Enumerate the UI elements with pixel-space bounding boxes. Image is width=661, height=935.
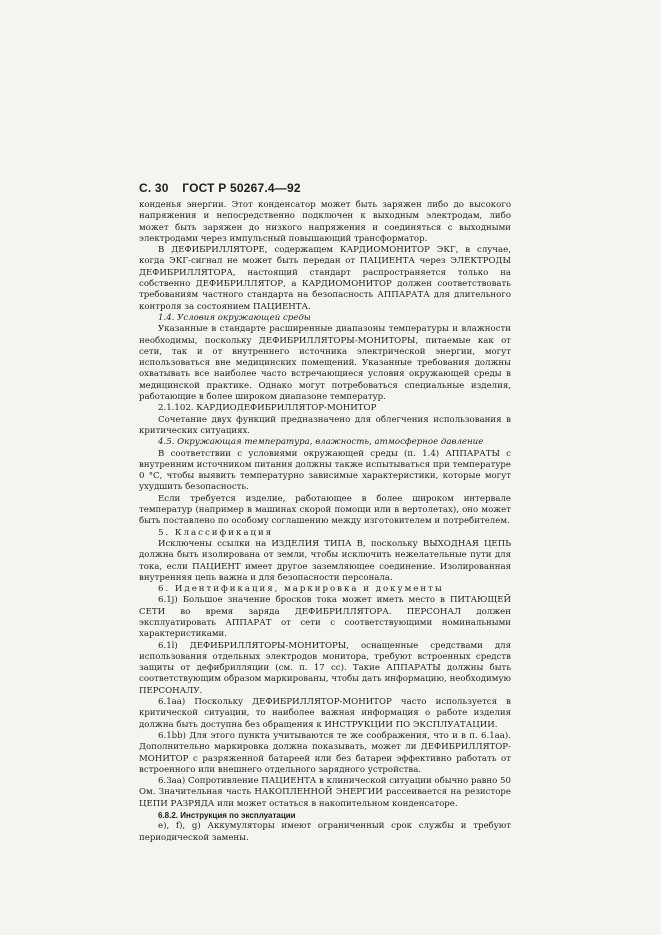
paragraph: 6.3аа) Сопротивление ПАЦИЕНТА в клинической ситуации обычно равно 50 Ом. Значительная часть НАКОПЛЕННОЙ ЭНЕРГИИ рассеивается на резисторе ЦЕПИ РАЗРЯДА или может остаться в накопительном конденсаторе. xyxy=(139,776,511,809)
paragraph: 6.1l) ДЕФИБРИЛЛЯТОРЫ-МОНИТОРЫ, оснащенные средствами для использования отдельных электродов монитора, требуют встроенных средств защиты от дефибрилляции (см. п. 17 сс). Такие АППАРАТЫ должны быть соответствующим образом маркированы, чтобы дать информацию, необходимую ПЕРСОНАЛУ. xyxy=(139,640,511,696)
section-heading: 4.5. Окружающая температура, влажность, атмосферное давление xyxy=(158,437,484,448)
section-heading: 2.1.102. КАРДИОДЕФИБРИЛЛЯТОР-МОНИТОР xyxy=(158,403,377,414)
paragraph: В соответствии с условиями окружающей среды (п. 1.4) АППАРАТЫ с внутренним источником питания должны также испытываться при температуре 0 °С, чтобы выявить температурно зависимые характеристики, которые могут ухудшить безопасность. xyxy=(139,448,511,493)
paragraph: Исключены ссылки на ИЗДЕЛИЯ ТИПА В, поскольку ВЫХОДНАЯ ЦЕПЬ должна быть изолирована от земли, чтобы исключить нежелательные пути для тока, если ПАЦИЕНТ имеет другое заземляющее соединение. Изолированная внутренняя цепь важна и для безопасности персонала. xyxy=(139,538,511,583)
page-header xyxy=(139,181,311,195)
page-number: С. 30 xyxy=(139,181,169,195)
section-heading: 6. Идентификация, маркировка и документы xyxy=(158,584,444,595)
paragraph: Сочетание двух функций предназначено для облегчения использования в критических ситуациях. xyxy=(139,414,511,436)
paragraph: В ДЕФИБРИЛЛЯТОРЕ, содержащем КАРДИОМОНИТОР ЭКГ, в случае, когда ЭКГ-сигнал не может быть передан от ПАЦИЕНТА через ЭЛЕКТРОДЫ ДЕФИБРИЛЛЯТОРА, настоящий стандарт распространяется только на собственно ДЕФИБРИЛЛЯТОР, а КАРДИОМОНИТОР должен соответствовать требованиям частного стандарта на безопасность АППАРАТА для длительного контроля за состоянием ПАЦИЕНТА. xyxy=(139,245,511,312)
paragraph: Если требуется изделие, работающее в более широком интервале температур (например в машинах скорой помощи или в вертолетах), оно может быть поставлено по особому соглашению между изготовителем и потребителем. xyxy=(139,493,511,527)
paragraph: конденья энергии. Этот конденсатор может быть заряжен либо до высокого напряжения и непосредственно подключен к выходным электродам, либо может быть заряжен до низкого напряжения и соединяться с выходными электродами через импульсный повышающий трансформатор. xyxy=(139,200,511,244)
paragraph: 6.1j) Большое значение бросков тока может иметь место в ПИТАЮЩЕЙ СЕТИ во время заряда ДЕФИБРИЛЛЯТОРА. ПЕРСОНАЛ должен эксплуатировать АППАРАТ от сети с соответствующими номинальными характеристиками. xyxy=(139,595,511,640)
paragraph: Указанные в стандарте расширенные диапазоны температуры и влажности необходимы, поскольку ДЕФИБРИЛЛЯТОРЫ-МОНИТОРЫ, питаемые как от сети, так и от внутреннего источника электрической энергии, могут использоваться вне медицинских помещений. Указанные требования должны охватывать все наиболее часто встречающиеся условия окружающей среды в медицинской практике. Однако могут потребоваться специальные изделия, работающие в более широком диапазоне температур. xyxy=(139,324,511,403)
section-heading: 1.4. Условия окружающей среды xyxy=(158,312,311,323)
paragraph: е), f), g) Аккумуляторы имеют ограниченный срок службы и требуют периодической замены. xyxy=(139,821,511,843)
section-heading: 6.8.2. Инструкция по эксплуатации xyxy=(158,811,296,821)
section-heading: 5. Классификация xyxy=(158,527,274,538)
paragraph: 6.1bb) Для этого пункта учитываются те же соображения, что и в п. 6.1аа). Дополнительно маркировка должна показывать, может ли ДЕФИБРИЛЛЯТОР-МОНИТОР с разряженной батареей или без батареи эффективно работать от встроенного или внешнего отдельного зарядного устройства. xyxy=(139,730,511,775)
standard-code: ГОСТ Р 50267.4—92 xyxy=(182,181,301,195)
body-text xyxy=(139,200,511,844)
paragraph: 6.1aa) Поскольку ДЕФИБРИЛЛЯТОР-МОНИТОР часто используется в критической ситуации, то наиболее важная информация о работе изделия должна быть доступна без обращения к ИНСТРУКЦИИ ПО ЭКСПЛУАТАЦИИ. xyxy=(139,697,511,730)
